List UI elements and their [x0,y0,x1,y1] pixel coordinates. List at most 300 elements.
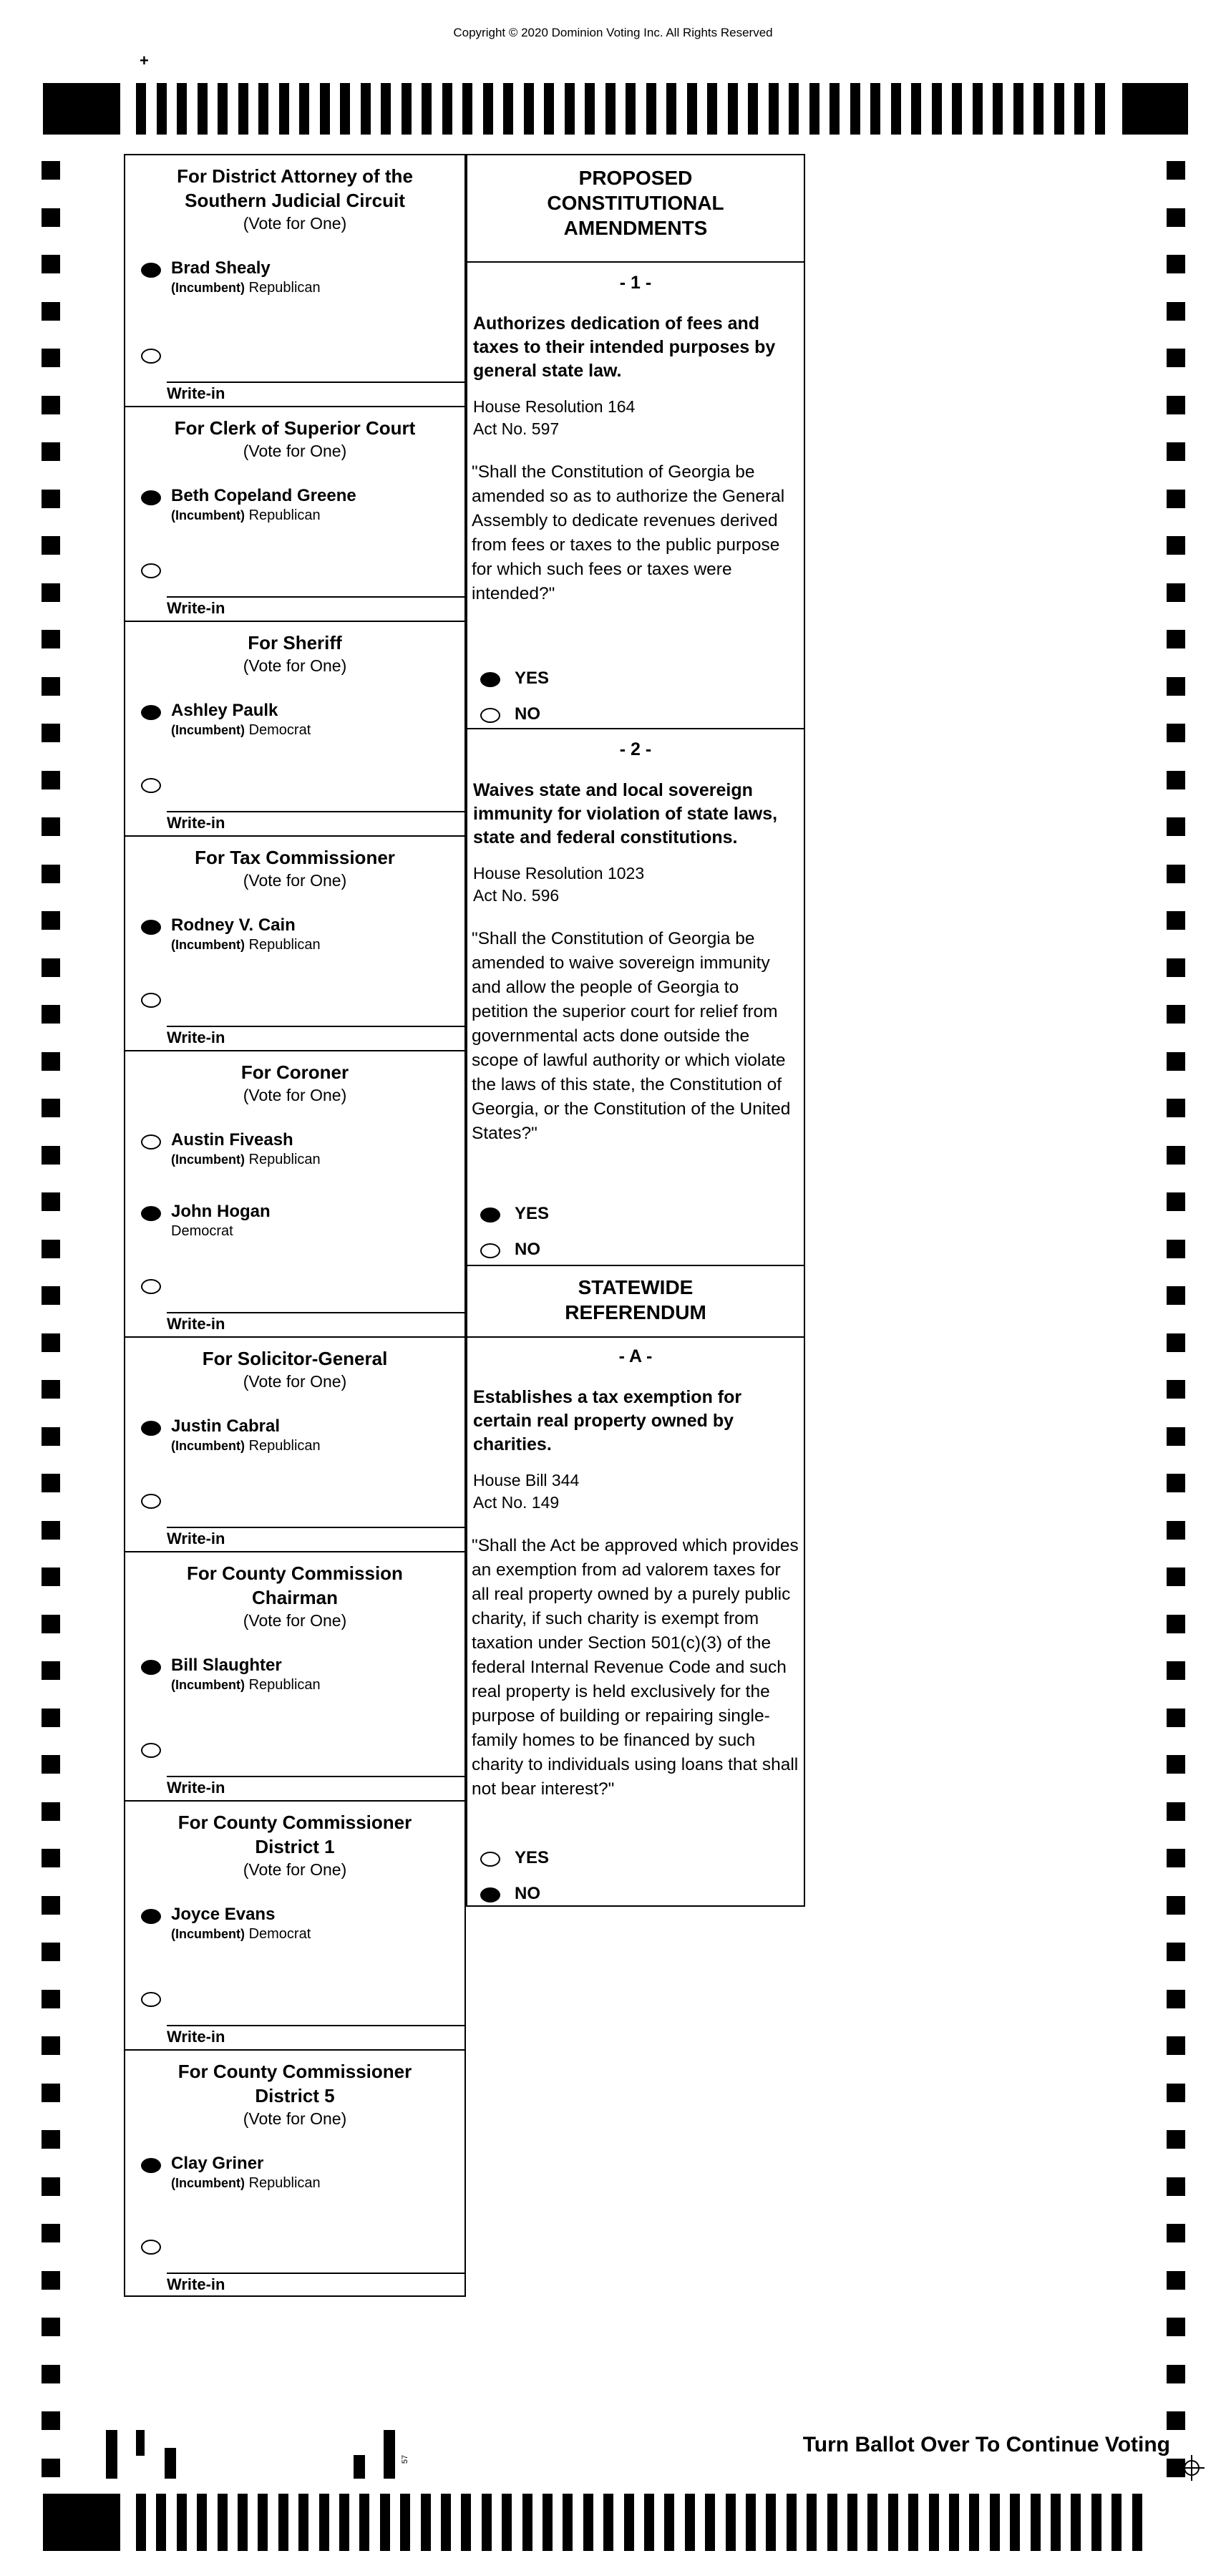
timing-mark [156,2494,166,2551]
timing-mark [666,83,676,135]
contest-title: For County Commission [187,1562,403,1584]
candidate-name: Beth Copeland Greene [171,486,356,505]
measures-column-right [466,154,805,1907]
timing-mark [1031,2494,1041,2551]
timing-mark [746,2494,756,2551]
side-timing-mark [42,865,60,883]
timing-mark [809,83,819,135]
oval-empty[interactable] [141,1992,161,2007]
side-timing-mark [1167,1240,1185,1258]
side-timing-mark [1167,490,1185,508]
timing-mark [847,2494,857,2551]
timing-mark [339,2494,349,2551]
side-timing-mark [1167,911,1185,930]
side-timing-mark [42,1849,60,1867]
side-timing-mark [42,161,60,180]
party-name: Republican [248,1677,321,1693]
timing-mark [789,83,799,135]
oval-filled[interactable] [141,1909,161,1924]
oval-empty[interactable] [141,993,161,1008]
candidate-party [171,937,321,953]
timing-mark [908,2494,918,2551]
timing-mark [565,83,575,135]
contest-title: Chairman [252,1587,338,1608]
vote-for-instruction: (Vote for One) [243,1372,347,1391]
side-timing-mark [1167,1896,1185,1915]
timing-mark [482,2494,492,2551]
timing-mark [522,2494,532,2551]
party-name: Republican [248,507,321,523]
timing-mark [461,2494,471,2551]
side-timing-mark [1167,1146,1185,1165]
side-timing-mark [1167,2318,1185,2336]
timing-mark [1013,83,1023,135]
contest [125,1338,464,1552]
side-timing-mark [1167,724,1185,742]
timing-mark [544,83,554,135]
timing-mark [340,83,350,135]
incumbent-label: (Incumbent) [171,508,245,523]
incumbent-label: (Incumbent) [171,1927,245,1941]
timing-mark [258,83,268,135]
amendments-heading-line: AMENDMENTS [563,217,708,239]
write-in-label: Write-in [167,2275,225,2293]
side-timing-mark [42,536,60,555]
contest [125,1051,464,1338]
timing-mark [605,83,616,135]
timing-mark [1095,83,1105,135]
side-timing-mark [42,1146,60,1165]
timing-mark [583,2494,593,2551]
write-in-label: Write-in [167,1029,225,1046]
side-timing-mark [1167,1286,1185,1305]
candidate-party [171,1677,321,1693]
timing-mark [1051,2494,1061,2551]
timing-mark [462,83,472,135]
timing-mark [726,2494,736,2551]
timing-mark [1091,2494,1101,2551]
oval-filled[interactable] [141,1660,161,1675]
oval-filled[interactable] [141,2158,161,2173]
timing-mark [524,83,534,135]
registration-plus-mark: + [140,52,149,69]
side-timing-mark [42,630,60,648]
timing-mark [441,2494,451,2551]
oval-empty[interactable] [141,1279,161,1294]
contest-title: For Tax Commissioner [195,847,395,868]
timing-mark [380,2494,390,2551]
write-in-label: Write-in [167,814,225,832]
side-timing-mark [1167,1192,1185,1211]
candidate-name: Austin Fiveash [171,1130,293,1150]
timing-mark [705,2494,715,2551]
oval-filled[interactable] [141,1421,161,1436]
side-timing-mark [1167,536,1185,555]
candidate-party [171,507,321,524]
referendum-heading-line: REFERENDUM [565,1301,706,1323]
oval-empty[interactable] [480,1243,500,1258]
side-timing-mark [42,2459,60,2477]
contest-title: For Clerk of Superior Court [174,417,416,439]
oval-filled[interactable] [141,920,161,935]
timing-block [1122,83,1188,135]
barcode-bar [165,2448,176,2479]
referendum-heading-line: STATEWIDE [578,1276,694,1298]
timing-mark [646,83,656,135]
question-summary: Establishes a tax exemption for certain real property owned by charities. [473,1387,742,1454]
answer-label: YES [515,669,550,688]
timing-mark [563,2494,573,2551]
bottom-timing-marks [43,2494,1145,2551]
contest [125,837,464,1051]
amendment-question-2 [467,729,804,1266]
timing-mark [626,83,636,135]
side-timing-mark [42,1192,60,1211]
side-timing-mark [1167,1474,1185,1492]
write-in-line[interactable] [167,1312,464,1313]
contest [125,1802,464,2051]
side-timing-mark [1167,1427,1185,1446]
timing-mark [1010,2494,1020,2551]
timing-mark [929,2494,939,2551]
timing-mark [361,83,371,135]
side-timing-mark [1167,958,1185,977]
timing-mark [707,83,717,135]
write-in-line[interactable] [167,1776,464,1777]
side-timing-mark [1167,1052,1185,1071]
timing-mark [1071,2494,1081,2551]
side-timing-mark [42,1286,60,1305]
timing-mark [685,2494,695,2551]
side-timing-mark [1167,817,1185,836]
side-timing-mark [42,255,60,273]
oval-filled[interactable] [141,490,161,505]
timing-mark [952,83,962,135]
timing-mark [157,83,167,135]
timing-mark [198,83,208,135]
side-timing-mark [1167,2177,1185,2196]
timing-mark [177,2494,187,2551]
side-timing-mark [42,677,60,696]
write-in-line[interactable] [167,1527,464,1528]
side-timing-mark [42,2084,60,2102]
timing-mark [359,2494,369,2551]
timing-mark [728,83,738,135]
oval-empty[interactable] [141,2240,161,2255]
side-timing-mark [42,2036,60,2055]
side-timing-mark [1167,442,1185,461]
timing-mark [990,2494,1000,2551]
question-reference: Act No. 596 [473,886,560,905]
side-timing-mark [42,1380,60,1399]
side-timing-mark [42,490,60,508]
vote-for-instruction: (Vote for One) [243,214,347,233]
side-timing-mark [1167,1990,1185,2008]
question-number: - 1 - [619,273,652,293]
side-timing-mark [42,1099,60,1117]
question-summary: Waives state and local sovereign immunity for violation of state laws, state and federal constitutions. [473,780,778,847]
amendment-question-1 [467,263,804,729]
party-name: Republican [248,937,321,953]
side-timing-mark [1167,255,1185,273]
timing-mark [830,83,840,135]
side-timing-mark [42,442,60,461]
timing-mark [381,83,391,135]
side-timing-mark [42,911,60,930]
timing-mark [911,83,921,135]
oval-empty[interactable] [141,1743,161,1758]
timing-mark [949,2494,959,2551]
side-timing-mark [1167,208,1185,227]
question-reference: House Resolution 164 [473,397,636,416]
side-timing-mark [42,302,60,321]
candidate-party [171,1926,311,1943]
question-reference: Act No. 597 [473,419,560,438]
timing-mark [969,2494,979,2551]
timing-mark [279,83,289,135]
side-timing-mark [1167,583,1185,602]
answer-label: YES [515,1848,550,1867]
contest-title: District 1 [255,1836,335,1857]
party-name: Democrat [248,1926,311,1942]
question-number: - A - [618,1346,653,1366]
timing-mark [644,2494,654,2551]
side-timing-mark [1167,2271,1185,2290]
side-timing-mark [42,208,60,227]
write-in-label: Write-in [167,599,225,617]
amendments-heading-line: CONSTITUTIONAL [547,192,724,214]
side-timing-mark [1167,1661,1185,1680]
timing-mark [1111,2494,1122,2551]
timing-mark [299,83,309,135]
timing-mark [1074,83,1084,135]
side-timing-mark [42,1943,60,1961]
candidate-name: Brad Shealy [171,258,271,278]
timing-mark [177,83,187,135]
question-text: "Shall the Constitution of Georgia be amended to waive sovereign immunity and allow the people of Georgia to petition the superior court for relief from governmental acts done outside the scope of lawful authority or which violate the laws of this state, the Constitution of Georgia, or the Constitution of the United States?" [472,929,791,1143]
crosshair-target-icon [1177,2454,1206,2482]
question-number: - 2 - [619,739,652,759]
timing-mark [319,2494,329,2551]
oval-filled[interactable] [480,1207,500,1223]
timing-mark [502,2494,512,2551]
side-timing-mark [42,1333,60,1352]
contest [125,622,464,837]
answer-label: YES [515,1204,550,1223]
incumbent-label: (Incumbent) [171,1678,245,1692]
incumbent-label: (Incumbent) [171,1439,245,1453]
timing-block [43,83,120,135]
question-reference: House Resolution 1023 [473,864,645,883]
candidate-party [171,722,311,739]
timing-mark [827,2494,837,2551]
timing-mark [766,2494,776,2551]
vote-for-instruction: (Vote for One) [243,442,347,460]
side-timing-mark [1167,2130,1185,2149]
write-in-line[interactable] [167,381,464,383]
copyright-notice: Copyright © 2020 Dominion Voting Inc. All Rights Reserved [453,26,773,39]
write-in-line[interactable] [167,2273,464,2274]
side-timing-mark [42,583,60,602]
party-name: Democrat [248,722,311,738]
incumbent-label: (Incumbent) [171,281,245,295]
side-timing-mark [42,1802,60,1821]
write-in-label: Write-in [167,384,225,402]
side-timing-mark [42,1661,60,1680]
oval-empty[interactable] [480,708,500,723]
side-timing-mark [1167,1099,1185,1117]
side-timing-mark [1167,396,1185,414]
oval-filled[interactable] [141,705,161,720]
vote-for-instruction: (Vote for One) [243,1086,347,1104]
timing-mark [624,2494,634,2551]
amendments-header [467,155,804,263]
contest-title: For District Attorney of the [177,165,413,187]
side-timing-mark [42,2271,60,2290]
oval-empty[interactable] [141,349,161,364]
contest-title: For Sheriff [248,632,342,653]
candidate-name: Ashley Paulk [171,701,278,720]
timing-mark [136,2494,146,2551]
contest-title: For Solicitor-General [202,1348,388,1369]
timing-mark [870,83,880,135]
contest-title: For Coroner [240,1061,349,1083]
question-text: "Shall the Act be approved which provides an exemption from ad valorem taxes for all real property owned by a purely public charity, if such charity is exempt from taxation under Section 501(c)(3) of the federal Internal Revenue Code and such real property is held exclusively for the purpose of building or repairing single-family homes to be financed by such charity to individuals using loans that shall not bear interest?" [472,1536,799,1799]
contest-title: For County Commissioner [177,1812,412,1833]
answer-label: NO [515,1240,540,1259]
oval-empty[interactable] [141,1134,161,1150]
candidate-party [171,2175,321,2192]
vote-for-instruction: (Vote for One) [243,656,347,675]
side-timing-mark [42,1240,60,1258]
barcode-bar [136,2430,145,2456]
contest [125,155,464,407]
side-timing-mark [42,2224,60,2242]
barcode-bar [354,2455,365,2479]
timing-block [43,2494,120,2551]
timing-mark [218,83,228,135]
question-reference: House Bill 344 [473,1471,580,1489]
timing-mark [422,83,432,135]
side-timing-mark [1167,1943,1185,1961]
timing-mark [421,2494,431,2551]
party-name: Republican [248,2175,321,2191]
timing-mark [891,83,901,135]
side-timing-mark [42,2365,60,2383]
incumbent-label: (Incumbent) [171,938,245,952]
side-timing-mark [1167,2365,1185,2383]
write-in-label: Write-in [167,1779,225,1797]
timing-mark [687,83,697,135]
candidate-name: Justin Cabral [171,1416,281,1436]
candidate-party [171,1152,321,1168]
timing-mark [973,83,983,135]
oval-empty[interactable] [141,1494,161,1509]
timing-mark [483,83,493,135]
timing-mark [850,83,860,135]
side-timing-mark [1167,349,1185,367]
timing-mark [769,83,779,135]
timing-mark [867,2494,877,2551]
party-name: Democrat [171,1223,233,1239]
timing-mark [442,83,452,135]
side-timing-mark [42,2130,60,2149]
incumbent-label: (Incumbent) [171,1152,245,1167]
question-reference: Act No. 149 [473,1493,560,1512]
write-in-line[interactable] [167,2025,464,2026]
question-text: "Shall the Constitution of Georgia be amended so as to authorize the General Assembly to dedicate revenues derived from fees or taxes to the public purpose for which such fees or taxes were intended?" [472,462,785,603]
candidate-name: Clay Griner [171,2154,264,2173]
barcode-bar [106,2430,117,2479]
timing-mark [258,2494,268,2551]
contest-title: For County Commissioner [177,2061,412,2082]
oval-empty[interactable] [141,778,161,793]
write-in-line[interactable] [167,596,464,598]
timing-mark [807,2494,817,2551]
timing-mark [603,2494,613,2551]
side-timing-mark [1167,2411,1185,2430]
candidate-party [171,280,321,296]
vote-for-instruction: (Vote for One) [243,2109,347,2128]
candidate-party [171,1438,321,1454]
side-timing-mark [1167,1333,1185,1352]
contest-title: Southern Judicial Circuit [185,190,405,211]
side-timing-mark [1167,2084,1185,2102]
vote-for-instruction: (Vote for One) [243,1860,347,1879]
timing-mark [320,83,330,135]
side-timing-mark [42,1005,60,1024]
side-timing-mark [42,396,60,414]
side-timing-mark [42,1568,60,1586]
timing-mark [993,83,1003,135]
oval-empty[interactable] [141,563,161,578]
write-in-line[interactable] [167,811,464,812]
question-summary: Authorizes dedication of fees and taxes to their intended purposes by general state law. [473,314,776,381]
incumbent-label: (Incumbent) [171,2176,245,2190]
side-timing-mark [1167,865,1185,883]
oval-empty[interactable] [480,1852,500,1867]
oval-filled[interactable] [480,672,500,687]
side-timing-mark [42,1474,60,1492]
candidate-name: Bill Slaughter [171,1656,282,1675]
write-in-label: Write-in [167,2028,225,2046]
side-timing-mark [1167,1755,1185,1774]
contest-title: District 5 [255,2085,335,2106]
oval-filled[interactable] [141,263,161,278]
contest [125,1552,464,1802]
answer-label: NO [515,704,540,724]
timing-mark [1033,83,1043,135]
side-timing-mark [42,1755,60,1774]
timing-mark [787,2494,797,2551]
vote-for-instruction: (Vote for One) [243,1611,347,1630]
write-in-label: Write-in [167,1315,225,1333]
side-timing-mark [1167,1849,1185,1867]
oval-filled[interactable] [141,1206,161,1221]
party-name: Republican [248,280,321,296]
side-timing-mark [42,349,60,367]
side-timing-mark [1167,1521,1185,1540]
referendum-header [467,1266,804,1338]
timing-mark [278,2494,288,2551]
side-timing-mark [42,1615,60,1633]
contest [125,2051,464,2298]
write-in-line[interactable] [167,1026,464,1027]
answer-label: NO [515,1884,540,1903]
side-timing-mark [1167,1802,1185,1821]
oval-filled[interactable] [480,1887,500,1902]
side-timing-mark [1167,2224,1185,2242]
